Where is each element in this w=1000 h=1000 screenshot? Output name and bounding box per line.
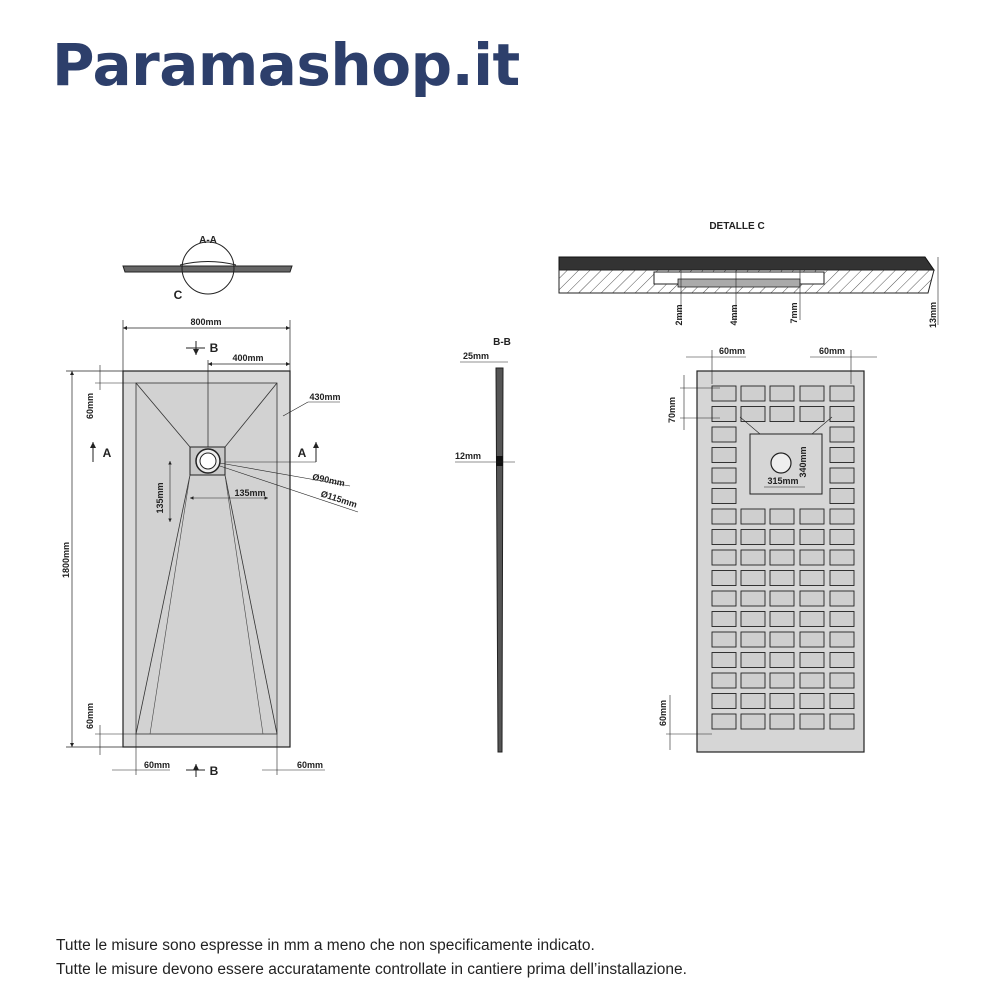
grid-cell — [830, 530, 854, 545]
grid-cell — [830, 714, 854, 729]
brand-logo: Paramashop.it — [52, 31, 520, 99]
grid-cell — [800, 571, 824, 586]
grid-cell — [741, 386, 765, 401]
grid-cell — [712, 591, 736, 606]
grid-cell — [830, 489, 854, 504]
grid-cell — [712, 714, 736, 729]
grid-cell — [712, 653, 736, 668]
dim-width: 800mm — [190, 317, 222, 327]
grid-cell — [770, 591, 794, 606]
grid-cell — [741, 632, 765, 647]
dim-detail-3: 7mm — [789, 302, 799, 324]
section-a-left-marker: A — [102, 446, 112, 460]
grid-cell — [712, 612, 736, 627]
dim-half-width: 400mm — [232, 353, 264, 363]
grid-cell — [770, 509, 794, 524]
detail-c-label: DETALLE C — [709, 221, 765, 232]
grid-cell — [770, 694, 794, 709]
grid-cell — [830, 407, 854, 422]
grid-cell — [770, 386, 794, 401]
dim-drain-y: 135mm — [155, 482, 165, 514]
grid-cell — [712, 468, 736, 483]
grid-cell — [800, 386, 824, 401]
grid-cell — [770, 612, 794, 627]
dim-bottom-left: 60mm — [718, 346, 746, 356]
dim-bottom-margin: 60mm — [85, 702, 95, 730]
grid-cell — [770, 673, 794, 688]
grid-cell — [830, 694, 854, 709]
note-line-1: Tutte le misure sono espresse in mm a meno che non specificamente indicato. — [56, 937, 595, 954]
grid-cell — [830, 468, 854, 483]
dim-left-margin: 60mm — [143, 760, 171, 770]
grid-cell — [741, 591, 765, 606]
grid-cell — [741, 612, 765, 627]
grid-cell — [712, 427, 736, 442]
grid-cell — [800, 612, 824, 627]
grid-cell — [800, 694, 824, 709]
dim-bottom-margin2: 60mm — [658, 699, 668, 727]
dim-detail-2: 4mm — [729, 304, 739, 326]
grid-cell — [741, 571, 765, 586]
grid-cell — [770, 571, 794, 586]
grid-cell — [830, 612, 854, 627]
dim-bb-top: 25mm — [462, 351, 490, 361]
grid-cell — [800, 673, 824, 688]
grid-cell — [830, 653, 854, 668]
grid-cell — [712, 530, 736, 545]
grid-cell — [830, 448, 854, 463]
grid-cell — [712, 694, 736, 709]
note-line-2: Tutte le misure devono essere accuratamente controllate in cantiere prima dell’installazione. — [56, 961, 687, 978]
grid-cell — [800, 714, 824, 729]
grid-cell — [770, 714, 794, 729]
grid-cell — [712, 448, 736, 463]
grid-cell — [830, 550, 854, 565]
grid-cell — [800, 591, 824, 606]
dim-right-margin: 60mm — [296, 760, 324, 770]
section-a-right-marker: A — [297, 446, 307, 460]
grid-cell — [830, 673, 854, 688]
dim-bottom-top: 70mm — [667, 396, 677, 424]
grid-cell — [741, 530, 765, 545]
grid-cell — [830, 632, 854, 647]
section-bb-label: B-B — [493, 337, 511, 348]
grid-cell — [830, 386, 854, 401]
grid-cell — [741, 653, 765, 668]
section-aa-label: A-A — [199, 235, 217, 246]
dim-length: 1800mm — [61, 541, 71, 579]
dim-drain-inner: Ø90mm — [311, 471, 346, 489]
dim-drain-zone-h: 340mm — [798, 446, 808, 478]
dim-edge: 430mm — [309, 392, 341, 402]
grid-cell — [830, 427, 854, 442]
dim-drain-outer: Ø115mm — [319, 488, 359, 510]
dim-bb-mid: 12mm — [454, 451, 482, 461]
section-b-bottom-marker: B — [209, 764, 219, 778]
grid-cell — [800, 509, 824, 524]
plan-view — [61, 317, 358, 778]
section-bb-view — [455, 337, 515, 752]
grid-cell — [770, 407, 794, 422]
grid-cell — [741, 550, 765, 565]
section-b-top-marker: B — [209, 341, 219, 355]
dim-detail-4: 13mm — [928, 301, 938, 329]
grid-cell — [800, 632, 824, 647]
detail-c-marker: C — [173, 288, 183, 302]
grid-cell — [741, 407, 765, 422]
grid-cell — [800, 550, 824, 565]
bottom-view — [658, 346, 877, 752]
grid-cell — [741, 673, 765, 688]
section-aa-view — [123, 235, 292, 302]
drain-bottom-icon — [771, 453, 791, 473]
grid-cell — [712, 673, 736, 688]
grid-cell — [830, 509, 854, 524]
grid-cell — [770, 530, 794, 545]
grid-cell — [770, 653, 794, 668]
grid-cell — [712, 571, 736, 586]
dim-bottom-right: 60mm — [818, 346, 846, 356]
notes — [56, 934, 687, 982]
dim-drain-zone-w: 315mm — [767, 476, 799, 486]
grid-cell — [830, 571, 854, 586]
detail-c-view — [559, 221, 938, 328]
grid-cell — [741, 694, 765, 709]
dim-top-margin: 60mm — [85, 392, 95, 420]
grid-cell — [712, 489, 736, 504]
grid-cell — [712, 509, 736, 524]
grid-cell — [712, 632, 736, 647]
grid-cell — [741, 714, 765, 729]
grid-cell — [800, 530, 824, 545]
grid-cell — [800, 653, 824, 668]
grid-cell — [800, 407, 824, 422]
dim-drain-x: 135mm — [234, 488, 266, 498]
grid-cell — [830, 591, 854, 606]
dim-detail-1: 2mm — [674, 304, 684, 326]
grid-cell — [712, 407, 736, 422]
grid-cell — [770, 632, 794, 647]
grid-cell — [741, 509, 765, 524]
grid-cell — [712, 550, 736, 565]
grid-cell — [770, 550, 794, 565]
